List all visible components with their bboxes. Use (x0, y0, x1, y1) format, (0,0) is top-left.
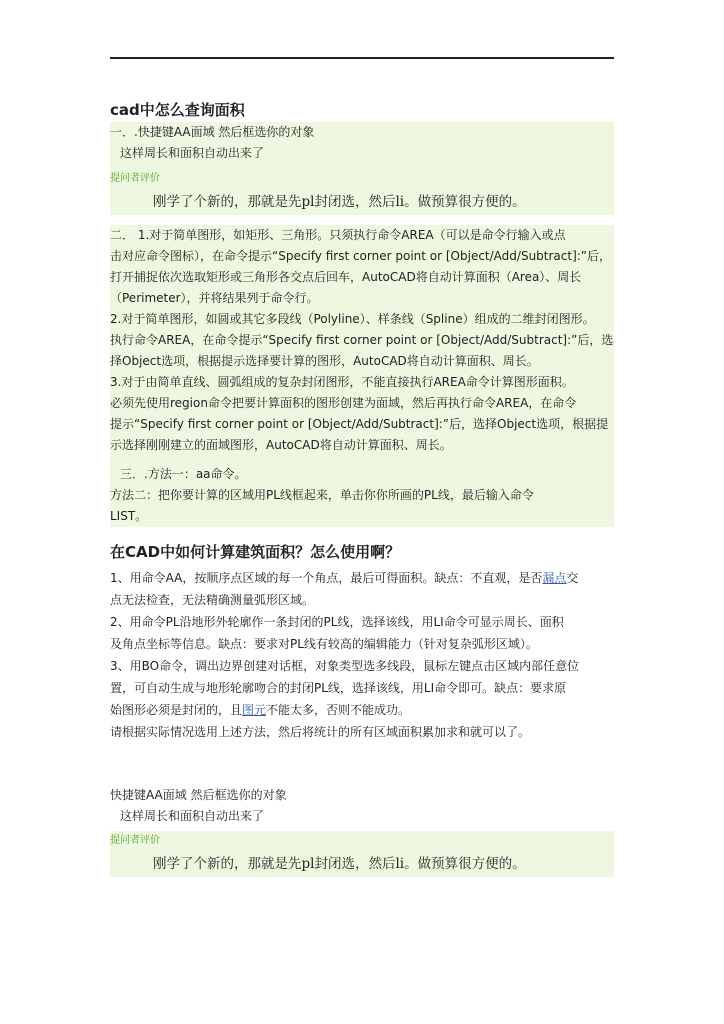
answer-text: 始图形必须是封闭的，且 (110, 703, 243, 717)
answer-line: 必须先使用region命令把要计算面积的图形创建为面域，然后再执行命令AREA，在命令 (110, 396, 577, 410)
answer-line: 方法二：把你要计算的区域用PL线框起来，单击你你所画的PL线，最后输入命令 (110, 488, 534, 502)
answer-line: 提示“Specify first corner point or [Object/Add/Subtract]:”后，选择Object选项，根据提 (110, 417, 609, 431)
answer-line: 请根据实际情况选用上述方法，然后将统计的所有区域面积累加求和就可以了。 (110, 725, 531, 739)
question-title-2: 在CAD中如何计算建筑面积？怎么使用啊？ (110, 543, 401, 561)
answer-line: 执行命令AREA，在命令提示“Specify first corner point or [Object/Add/Subtract]:”后，选 (110, 333, 614, 347)
answer-line: 2、用命令PL沿地形外轮廓作一条封闭的PL线，选择该线，用LI命令可显示周长、面积 (110, 615, 564, 629)
answer-line: 2.对于简单图形，如圆或其它多段线（Polyline）、样条线（Spline）组成的二维封闭图形。 (110, 312, 595, 326)
rater-comment: 刚学了个新的，那就是先pl封闭选，然后li。做预算很方便的。 (153, 856, 526, 872)
answer-line: 击对应命令图标），在命令提示“Specify first corner point or [Object/Add/Subtract]:”后， (110, 249, 612, 263)
answer-line: 点无法检查，无法精确测量弧形区域。 (110, 593, 315, 607)
rater-label: 提问者评价 (110, 835, 160, 846)
spacer (110, 743, 614, 785)
answer-line: 择Object选项，根据提示选择要计算的图形，AutoCAD将自动计算面积、周长。 (110, 354, 539, 368)
answer-line: 3.对于由简单直线、圆弧组成的复杂封闭图形，不能直接执行AREA命令计算图形面积。 (110, 375, 574, 389)
answer-line (110, 699, 614, 721)
rater-label: 提问者评价 (110, 173, 160, 184)
answer-line: 3、用BO命令，调出边界创建对话框，对象类型选多线段，鼠标左键点击区域内部任意位 (110, 659, 580, 673)
answer-line (110, 567, 614, 589)
answer-text: 1、用命令AA，按顺序点区域的每一个角点，最后可得面积。缺点：不直观，是否 (110, 571, 543, 585)
answer-line: 二． 1.对于简单图形，如矩形、三角形。只须执行命令AREA（可以是命令行输入或点 (110, 228, 566, 242)
answer-line: 一．.快捷键AA面域 然后框选你的对象 (110, 125, 315, 139)
answer-line: LIST。 (110, 509, 148, 523)
rater-block (110, 831, 614, 877)
answer-line: 这样周长和面积自动出来了 (120, 146, 265, 160)
answer-block-4 (110, 785, 614, 827)
document-page (110, 98, 614, 877)
spacer (110, 527, 614, 539)
top-rule (110, 57, 614, 59)
answer-line: 示选择刚刚建立的面域图形，AutoCAD将自动计算面积、周长。 (110, 438, 452, 452)
answer-block-2 (110, 225, 614, 527)
answer-line: （Perimeter），并将结果列于命令行。 (110, 291, 319, 305)
answer-line: 打开捕捉依次选取矩形或三角形各交点后回车，AutoCAD将自动计算面积（Area）、周长 (110, 270, 582, 284)
answer-text: 不能太多，否则不能成功。 (266, 703, 411, 717)
answer-block-1 (110, 122, 614, 215)
question-title-1: cad中怎么查询面积 (110, 101, 245, 119)
answer-line: 这样周长和面积自动出来了 (120, 809, 265, 823)
answer-line: 置，可自动生成与地形轮廓吻合的封闭PL线，选择该线，用LI命令即可。缺点：要求原 (110, 681, 567, 695)
answer-block-3 (110, 567, 614, 743)
answer-text: 交 (566, 571, 579, 585)
answer-line: 三．.方法一：aa命令。 (120, 467, 247, 481)
link-graphic-element[interactable]: 图元 (242, 703, 267, 717)
answer-line: 及角点坐标等信息。缺点：要求对PL线有较高的编辑能力（针对复杂弧形区域）。 (110, 637, 538, 651)
rater-comment: 刚学了个新的，那就是先pl封闭选，然后li。做预算很方便的。 (153, 194, 526, 210)
spacer (110, 215, 614, 225)
link-missing-point[interactable]: 漏点 (542, 571, 567, 585)
answer-line: 快捷键AA面域 然后框选你的对象 (110, 788, 287, 802)
spacer (110, 456, 614, 464)
